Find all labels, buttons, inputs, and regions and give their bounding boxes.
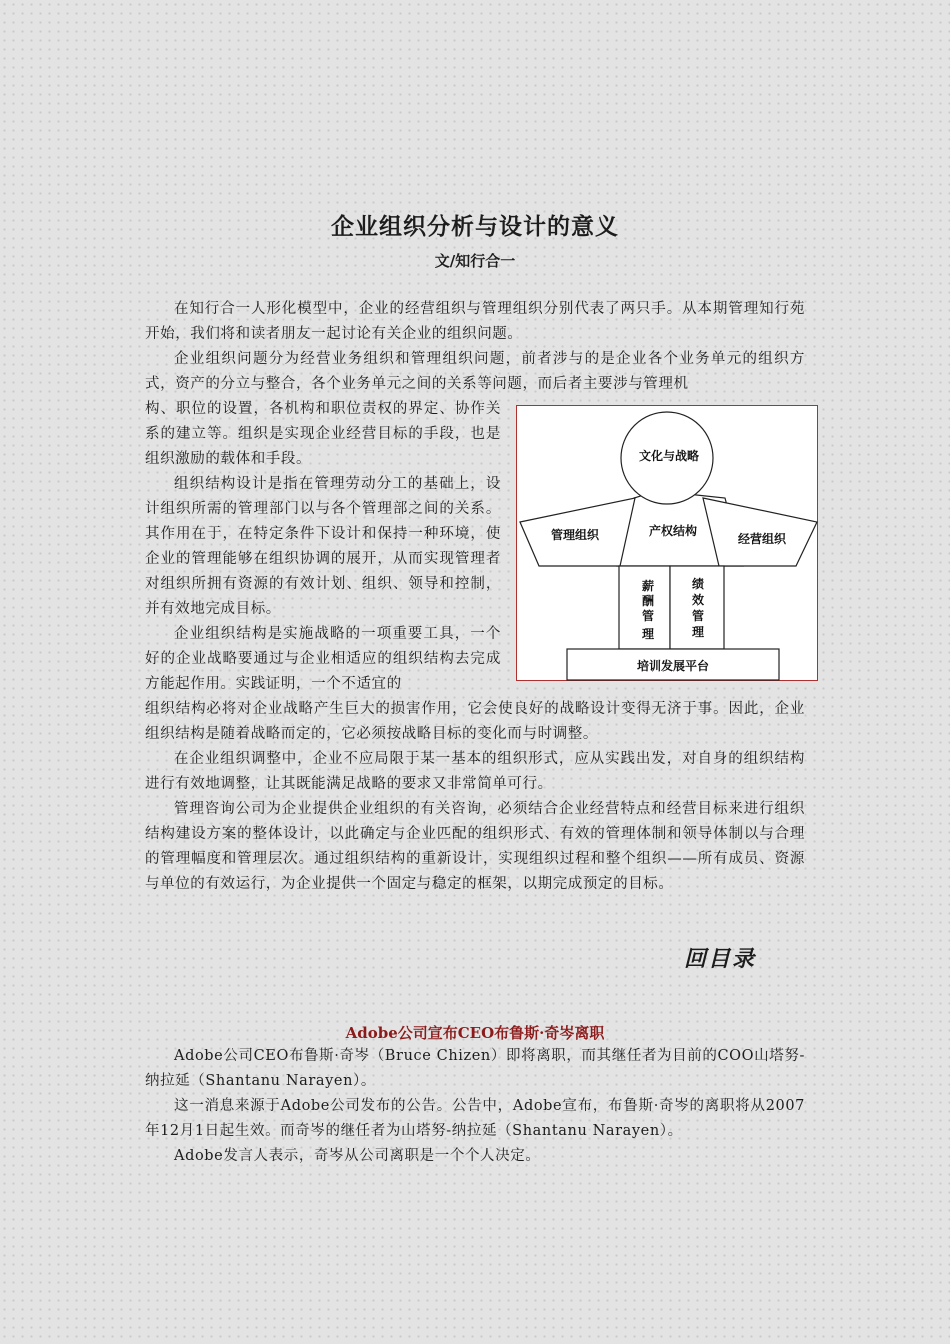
- back-to-contents-link[interactable]: 回目录: [684, 946, 757, 972]
- right-leg-char-2: 效: [691, 593, 705, 607]
- right-leg-char-1: 绩: [691, 577, 705, 591]
- right-leg-char-4: 理: [691, 625, 705, 639]
- right-leg-char-3: 管: [691, 609, 705, 623]
- left-leg-char-3: 管: [641, 609, 655, 623]
- news-title: Adobe公司宣布CEO布鲁斯·奇岑离职: [345, 1024, 605, 1042]
- paragraph-4-start: 企业组织结构是实施战略的一项重要工具，一个好的企业战略要通过与企业相适应的组织结构去完成方能起作用。实践证明，一个不适宜的: [145, 626, 501, 692]
- news-paragraph-3: Adobe发言人表示，奇岑从公司离职是一个个人决定。: [174, 1148, 541, 1164]
- paragraph-6: 管理咨询公司为企业提供企业组织的有关咨询，必须结合企业经营特点和经营目标来进行组织结构建设方案的整体设计，以此确定与企业匹配的组织形式、有效的管理体制和领导体制以与合理的管理幅度和管理层次。通过组织结构的重新设计，实现组织过程和整个组织——所有成员、资源与单位的有效运行，为企业提供一个固定与稳定的框架，以期完成预定的目标。: [145, 801, 805, 892]
- head-label: 文化与战略: [638, 449, 700, 463]
- news-paragraph-2: 这一消息来源于Adobe公司发布的公告。公告中，Adobe宣布，布鲁斯·奇岑的离职将从2007年12月1日起生效。而奇岑的继任者为山塔努-纳拉延（Shantanu Narayen）。: [145, 1098, 805, 1139]
- body-label: 产权结构: [648, 524, 698, 538]
- paragraph-2-wrap: 构、职位的设置，各机构和职位责权的界定、协作关系的建立等。组织是实现企业经营目标的手段，也是组织激励的载体和手段。: [145, 401, 501, 467]
- news-paragraph-1: Adobe公司CEO布鲁斯·奇岑（Bruce Chizen）即将离职，而其继任者为目前的COO山塔努-纳拉延（Shantanu Narayen）。: [145, 1048, 805, 1089]
- paragraph-1: 在知行合一人形化模型中，企业的经营组织与管理组织分别代表了两只手。从本期管理知行苑开始，我们将和读者朋友一起讨论有关企业的组织问题。: [145, 301, 805, 342]
- article-byline: 文/知行合一: [434, 252, 516, 270]
- left-leg-char-4: 理: [641, 627, 655, 641]
- left-leg-char-2: 酬: [641, 594, 655, 608]
- paragraph-2-start: 企业组织问题分为经营业务组织和管理组织问题，前者涉与的是企业各个业务单元的组织方式，资产的分立与整合，各个业务单元之间的关系等问题，而后者主要涉与管理机: [145, 351, 805, 392]
- paragraph-3: 组织结构设计是指在管理劳动分工的基础上，设计组织所需的管理部门以与各个管理部之间的关系。其作用在于，在特定条件下设计和保持一种环境，使企业的管理能够在组织协调的展开，从而实现管理者对组织所拥有资源的有效计划、组织、领导和控制，并有效地完成目标。: [145, 476, 501, 617]
- paragraph-5: 在企业组织调整中，企业不应局限于某一基本的组织形式，应从实践出发，对自身的组织结构进行有效地调整，让其既能满足战略的要求又非常简单可行。: [145, 751, 805, 792]
- paragraph-4-wrap: 组织结构必将对企业战略产生巨大的损害作用，它会使良好的战略设计变得无济于事。因此，企业组织结构是随着战略而定的，它必须按战略目标的变化而与时调整。: [145, 701, 805, 742]
- right-arm-label: 经营组织: [737, 532, 787, 546]
- left-leg-char-1: 薪: [641, 579, 655, 593]
- base-label: 培训发展平台: [636, 659, 710, 673]
- article-title: 企业组织分析与设计的意义: [331, 213, 619, 240]
- org-model-diagram: [516, 405, 818, 681]
- left-arm-label: 管理组织: [550, 528, 600, 542]
- org-model-svg: [517, 406, 819, 682]
